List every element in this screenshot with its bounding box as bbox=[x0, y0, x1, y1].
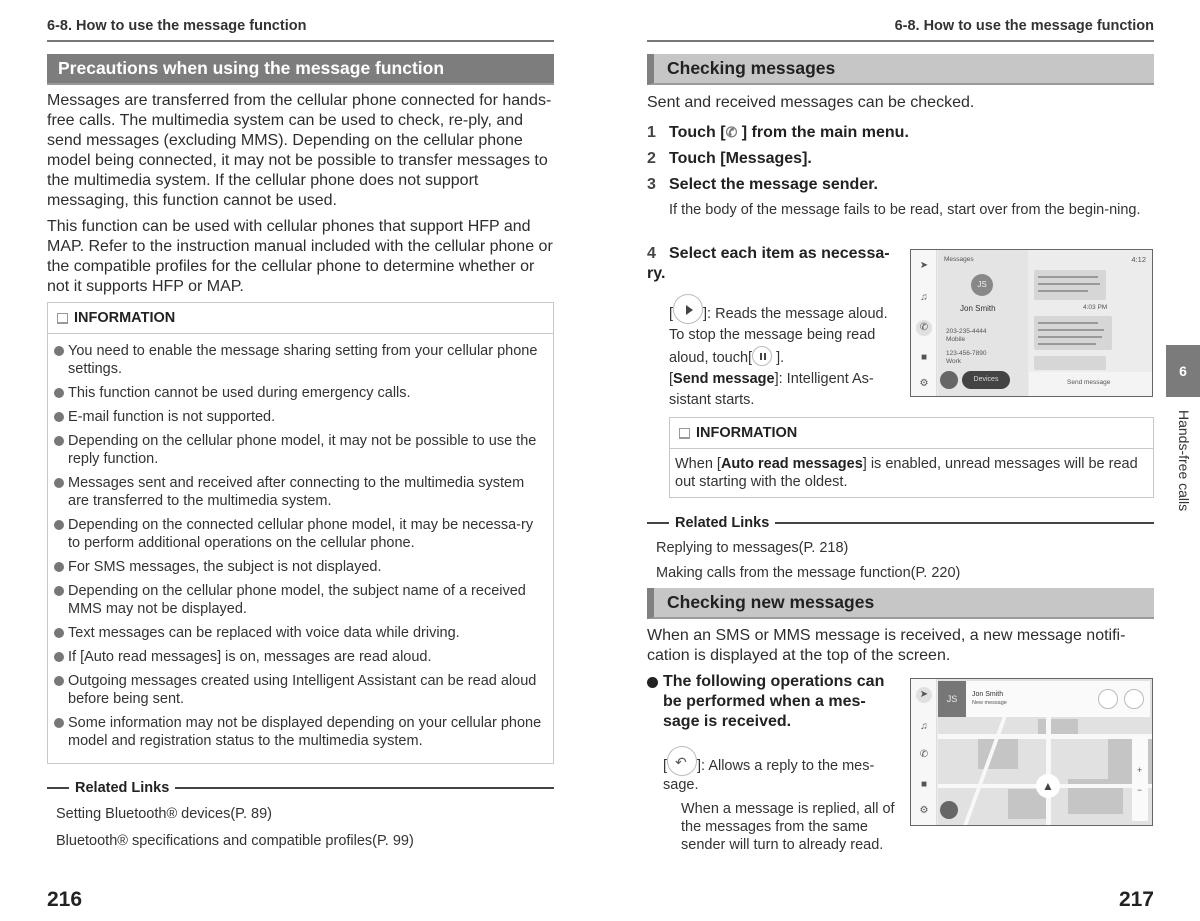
music-icon: ♫ bbox=[920, 292, 928, 303]
chapter-tab: 6 bbox=[1166, 345, 1200, 397]
message-bubble bbox=[1034, 316, 1112, 350]
contact-name: Jon Smith bbox=[972, 691, 1004, 698]
status-time: 4:12 bbox=[1131, 255, 1146, 264]
devices-button: Devices bbox=[962, 371, 1010, 389]
header-rule bbox=[647, 40, 1154, 42]
paragraph-1: Messages are transferred from the cellular phone connected for hands-free calls. The multimedia system can be used to check, re-ply, and send messages (excluding MMS). Depending on the cellular phone model being connected, it may not be possible to transfer messages to the multimedia system. If the cellular phone does not support messaging, this function cannot be used. bbox=[47, 92, 552, 209]
step-3: 3 Select the message sender. bbox=[647, 176, 878, 193]
reply-note: When a message is replied, all of the messages from the same sender will turn to already read. bbox=[681, 801, 895, 853]
section-intro: When an SMS or MMS message is received, a new message notifi-cation is displayed at the top of the screen. bbox=[647, 627, 1126, 664]
step-2: 2 Touch [Messages]. bbox=[647, 150, 812, 167]
reply-description: [ ↶ ]: Allows a reply to the mes-sage. bbox=[663, 746, 903, 795]
contact-pane: Messages JS Jon Smith 203-235-4444 Mobile 123-456-7890 Work Devices bbox=[938, 250, 1028, 396]
information-header: INFORMATION bbox=[670, 418, 1153, 449]
section-title-checking-messages: Checking messages bbox=[647, 54, 1154, 85]
page-number: 217 bbox=[1118, 888, 1154, 911]
info-item: You need to enable the message sharing setting from your cellular phone settings. bbox=[54, 342, 545, 378]
book-icon bbox=[679, 428, 690, 439]
chapter-label: Hands-free calls bbox=[1176, 410, 1192, 512]
step-1: 1 Touch [✆ ] from the main menu. bbox=[647, 124, 909, 141]
settings-icon: ⚙ bbox=[919, 805, 929, 816]
reply-icon bbox=[1098, 689, 1118, 709]
settings-icon: ⚙ bbox=[919, 378, 929, 389]
info-item: Outgoing messages created using Intelligent Assistant can be read aloud before being sent. bbox=[54, 672, 545, 708]
information-text: When [Auto read messages] is enabled, unread messages will be read out starting with the oldest. bbox=[675, 456, 1138, 490]
book-icon bbox=[57, 313, 68, 324]
navigation-icon: ➤ bbox=[916, 687, 932, 703]
navigation-icon: ➤ bbox=[919, 260, 929, 271]
info-item: Some information may not be displayed depending on your cellular phone model and registration status to the multimedia system. bbox=[54, 714, 545, 750]
running-head: 6-8. How to use the message function bbox=[894, 18, 1154, 34]
message-timestamp: 4:03 PM bbox=[1083, 304, 1108, 311]
information-title: INFORMATION bbox=[74, 309, 176, 326]
information-header bbox=[48, 303, 553, 334]
phone-icon: ✆ bbox=[916, 320, 932, 336]
info-item: Depending on the cellular phone model, it may not be possible to use the reply function. bbox=[54, 432, 545, 468]
reply-icon: ↶ bbox=[667, 746, 697, 776]
music-icon: ♫ bbox=[920, 721, 928, 732]
screen-sidebar bbox=[911, 679, 937, 825]
left-page bbox=[47, 0, 554, 921]
information-box bbox=[47, 302, 554, 764]
play-icon bbox=[1124, 689, 1144, 709]
info-item: For SMS messages, the subject is not displayed. bbox=[54, 558, 545, 576]
phone-icon: ✆ bbox=[919, 749, 929, 760]
phone-icon: ✆ bbox=[725, 124, 738, 140]
header-rule bbox=[47, 40, 554, 42]
contact-name: Jon Smith bbox=[960, 304, 996, 313]
right-page bbox=[647, 0, 1154, 921]
section-title-checking-new-messages: Checking new messages bbox=[647, 588, 1154, 619]
operations-bullet: The following operations can be performed when a mes-sage is received. bbox=[647, 672, 902, 732]
play-icon bbox=[673, 294, 703, 324]
messages-screen-illustration bbox=[910, 249, 1153, 397]
info-item: E-mail function is not supported. bbox=[54, 408, 545, 426]
related-links-title: Related Links bbox=[75, 780, 170, 796]
related-link-replying[interactable]: Replying to messages(P. 218) bbox=[656, 540, 849, 556]
step-3-note: If the body of the message fails to be read, start over from the begin-ning. bbox=[669, 202, 1141, 218]
car-icon: ■ bbox=[920, 352, 928, 363]
section-title-precautions: Precautions when using the message function bbox=[47, 54, 554, 85]
info-item: Depending on the cellular phone model, the subject name of a received MMS may not be displayed. bbox=[54, 582, 545, 618]
send-message-button: Send message bbox=[1067, 379, 1111, 386]
info-item: Depending on the connected cellular phone model, it may be necessa-ry to perform additional operations on the cellular phone. bbox=[54, 516, 545, 552]
message-bubble bbox=[1034, 356, 1106, 370]
related-link-bluetooth-profiles[interactable]: Bluetooth® specifications and compatible profiles(P. 99) bbox=[56, 833, 414, 849]
information-box bbox=[669, 417, 1154, 498]
messages-header: Messages bbox=[944, 256, 974, 263]
related-links-header: Related Links bbox=[647, 515, 1154, 531]
contact-avatar: JS bbox=[938, 681, 966, 717]
step-4-notes: [ ]: Reads the message aloud. To stop the message being read aloud, touch[ ]. [Send message]: Intelligent As-sistant starts. bbox=[669, 294, 899, 411]
paragraph-2: This function can be used with cellular phones that support HFP and MAP. Refer to the instruction manual included with the cellular phone or the compatible profiles for the cellular phone to determine whether or not it supports HFP or MAP. bbox=[47, 218, 553, 295]
info-item: If [Auto read messages] is on, messages are read aloud. bbox=[54, 648, 545, 666]
related-link-bluetooth-devices[interactable]: Setting Bluetooth® devices(P. 89) bbox=[56, 806, 272, 822]
info-item: Messages sent and received after connecting to the multimedia system are transferred to the multimedia system. bbox=[54, 474, 545, 510]
new-message-screen-illustration bbox=[910, 678, 1153, 826]
screen-sidebar bbox=[911, 250, 937, 396]
running-head: 6-8. How to use the message function bbox=[47, 18, 307, 34]
car-icon: ■ bbox=[920, 779, 928, 790]
pause-icon bbox=[752, 346, 772, 366]
step-4: 4 Select each item as necessa-ry. bbox=[647, 245, 890, 282]
information-list bbox=[48, 334, 553, 762]
related-link-making-calls[interactable]: Making calls from the message function(P. 220) bbox=[656, 565, 961, 581]
contact-avatar: JS bbox=[971, 274, 993, 296]
message-bubble bbox=[1034, 270, 1106, 300]
vehicle-position-icon: ▲ bbox=[1036, 774, 1060, 798]
new-message-notification: JS Jon Smith New message bbox=[938, 681, 1150, 717]
section-intro: Sent and received messages can be checked. bbox=[647, 94, 975, 111]
info-item: This function cannot be used during emergency calls. bbox=[54, 384, 545, 402]
microphone-button bbox=[940, 371, 958, 389]
info-item: Text messages can be replaced with voice data while driving. bbox=[54, 624, 545, 642]
page-number: 216 bbox=[47, 888, 83, 911]
map-zoom-controls: + − bbox=[1132, 737, 1148, 821]
microphone-button bbox=[940, 801, 958, 819]
related-links-header bbox=[47, 780, 554, 796]
